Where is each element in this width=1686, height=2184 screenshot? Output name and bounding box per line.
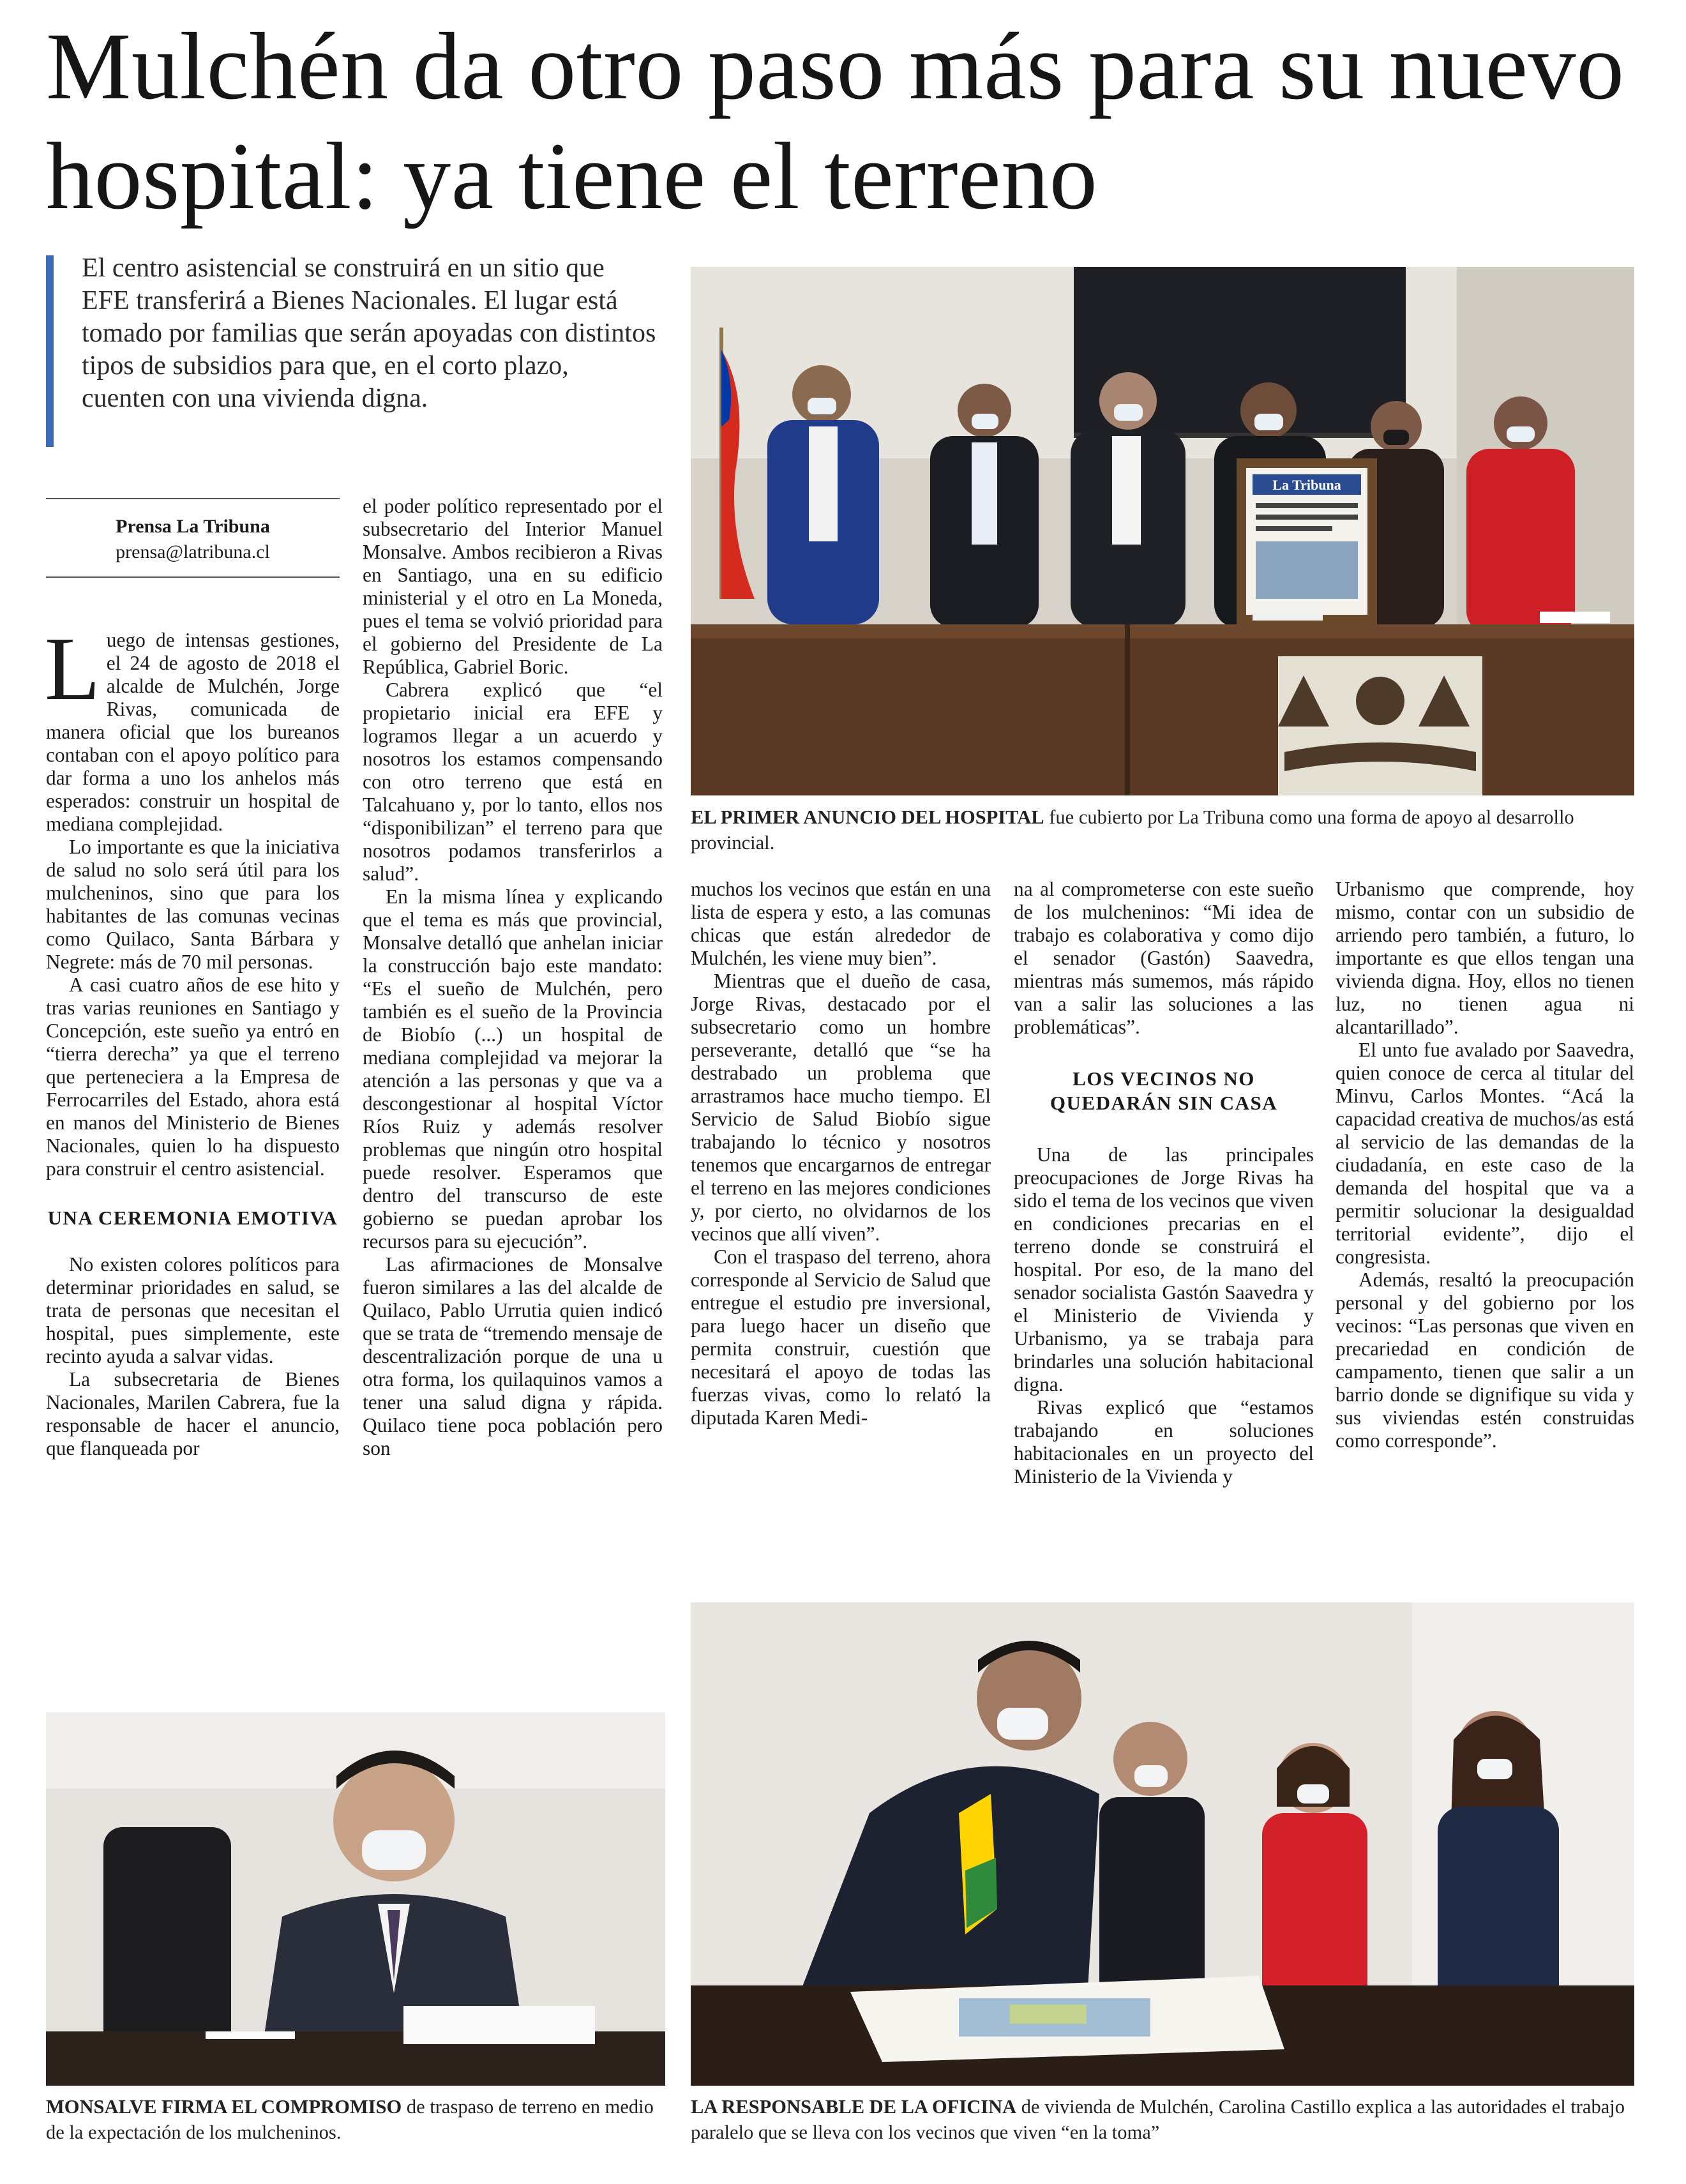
paragraph: Las afirmaciones de Monsalve fueron similares a las del alcalde de Quilaco, Pablo Urrutia quien indicó que se trata de “tremendo mensaje de descentralización porque de una u otra forma, los quilaquinos vamos a tener una salud digna y rápida. Quilaco tiene poca población pero son (363, 1253, 663, 1459)
paragraph: A casi cuatro años de ese hito y tras varias reuniones en Santiago y Concepción, este sueño ya entró en “tierra derecha” ya que el terreno que perteneciera a la Empresa de Ferrocarriles del Estado, ahora está en manos del Ministerio de Bienes Nacionales, quien lo ha dispuesto para construir el centro asistencial. (46, 974, 340, 1180)
caption-bottom-left-photo: MONSALVE FIRMA EL COMPROMISO de traspaso de terreno en medio de la expectación de los mulcheninos. (46, 2096, 654, 2143)
deck: El centro asistencial se construirá en un sitio que EFE transferirá a Bienes Nacionales. El lugar está tomado por familias que serán apoyadas con distintos tipos de subsidios para que, en el corto plazo, cuenten con una vivienda digna. (82, 253, 656, 413)
photo-signing-illustration (46, 1712, 665, 2086)
dropcap: L (45, 618, 100, 719)
photo-monsalve-signing (46, 1712, 665, 2086)
article-column-2 (363, 495, 663, 1460)
subhead-ceremonia: UNA CEREMONIA EMOTIVA (47, 1207, 338, 1229)
article-column-4 (1014, 878, 1314, 1488)
headline: Mulchén da otro paso más para su nuevo hospital: ya tiene el terreno (46, 13, 1625, 229)
article-column-3 (691, 878, 991, 1429)
paragraph: Lo importante es que la iniciativa de salud no solo será útil para los mulcheninos, sino que para los habitantes de las comunas vecinas como Quilaco, Santa Bárbara y Negrete: más de 70 mil personas. (46, 836, 340, 973)
paragraph: Rivas explicó que “estamos trabajando en soluciones habitacionales en un proyecto del Ministerio de la Vivienda y (1014, 1396, 1314, 1487)
paragraph: El unto fue avalado por Saavedra, quien conoce de cerca al titular del Minvu, Carlos Montes. “Acá la capacidad creativa de muchos/as está al servicio de las demandas de la ciudadanía, en este caso de la demanda del hospital que va a permitir solucionar la desigualdad territorial evidente”, dijo el congresista. (1336, 1039, 1634, 1268)
byline-bottom-rule (46, 576, 340, 578)
paragraph: Cabrera explicó que “el propietario inicial era EFE y logramos llegar a un acuerdo y nosotros los estamos compensando con otro terreno que está en Talcahuano y, por lo tanto, ellos nos “disponibilizan” el terreno para que nosotros podamos transferirlos a salud”. (363, 679, 663, 885)
paragraph: muchos los vecinos que están en una lista de espera y esto, a las comunas chicas que están alrededor de Mulchén, les viene muy bien”. (691, 878, 991, 969)
paragraph: Mientras que el dueño de casa, Jorge Rivas, destacado por el subsecretario como un hombre perseverante, detalló que “se ha destrabado un problema que arrastramos hace mucho tiempo. El Servicio de Salud Biobío sigue trabajando lo técnico y nosotros tenemos que encargarnos de entregar el terreno en las mejores condiciones y, por cierto, no olvidarnos de los vecinos que allí viven”. (691, 970, 991, 1245)
deck-accent-bar (46, 255, 54, 447)
subhead-vecinos: LOS VECINOS NO QUEDARÁN SIN CASA (1050, 1067, 1278, 1114)
paragraph: En la misma línea y explicando que el tema es más que provincial, Monsalve detalló que anhelan iniciar la construcción bajo este mandato: “Es el sueño de Mulchén, pero también es el sueño de la Provincia de Biobío (...) un hospital de mediana complejidad va mejorar la atención a las personas y que va a descongestionar al hospital Víctor Ríos Ruiz y además resolver problemas que ningún otro hospital puede resolver. Esperamos que dentro del transcurso de este gobierno se puedan aprobar los recursos para su ejecución”. (363, 885, 663, 1253)
byline-name: Prensa La Tribuna (116, 516, 270, 537)
paragraph: el poder político representado por el subsecretario del Interior Manuel Monsalve. Ambos recibieron a Rivas en Santiago, una en su edificio ministerial y el otro en La Moneda, pues el tema se volvió prioridad para el gobierno del Presidente de La República, Gabriel Boric. (363, 495, 663, 678)
paragraph: Además, resaltó la preocupación personal y del gobierno por los vecinos: “Las personas que viven en precariedad en condición de campamento, tienen que salir a un barrio donde se dignifique su vida y sus viviendas estén construidas como corresponde”. (1336, 1269, 1634, 1452)
article-column-5 (1336, 878, 1634, 1452)
paragraph: Una de las principales preocupaciones de Jorge Rivas ha sido el tema de los vecinos que viven en condiciones precarias en el terreno donde se construirá el hospital. Por eso, de la mano del senador socialista Gastón Saavedra y el Ministerio de Vivienda y Urbanismo, ya se trabaja para brindarles una solución habitacional digna. (1014, 1143, 1314, 1396)
framed-paper-masthead: La Tribuna (1272, 477, 1341, 493)
paragraph: Con el traspaso del terreno, ahora corresponde al Servicio de Salud que entregue el estudio pre inversional, para luego hacer un diseño que permita construir, cuestión que necesitará el apoyo de todas las fuerzas vivas, como lo relató la diputada Karen Medi- (691, 1246, 991, 1429)
paragraph: La subsecretaria de Bienes Nacionales, Marilen Cabrera, fue la responsable de hacer el anuncio, que flanqueada por (46, 1368, 340, 1459)
paragraph: No existen colores políticos para determinar prioridades en salud, se trata de personas que necesitan el hospital, pues simplemente, este recinto ayuda a salvar vidas. (46, 1253, 340, 1367)
byline-email[interactable]: prensa@latribuna.cl (116, 541, 270, 562)
byline-top-rule (46, 498, 340, 499)
paragraph: Urbanismo que comprende, hoy mismo, contar con un subsidio de arriendo pero también, a futuro, lo importante es que ellos tengan una vivienda digna. Hoy, ellos no tienen luz, no tienen agua ni alcantarillado”. (1336, 878, 1634, 1038)
photo-briefing-illustration (691, 1602, 1634, 2086)
article-column-1 (45, 618, 340, 1460)
paragraph: na al comprometerse con este sueño de los mulcheninos: “Mi idea de trabajo es colaborativa y como dijo el senador (Gastón) Saavedra, mientras más sumemos, más rápido van a salir las soluciones a las problemáticas”. (1014, 878, 1314, 1038)
photo-ceremony-illustration (691, 267, 1634, 795)
photo-map-briefing (691, 1602, 1634, 2086)
paragraph: Luego de intensas gestiones, el 24 de agosto de 2018 el alcalde de Mulchén, Jorge Rivas, comunicada de manera oficial que los bureanos contaban con el apoyo político para dar forma a uno los anhelos más esperados: construir un hospital de mediana complejidad. (45, 618, 340, 835)
photo-ceremony (691, 267, 1634, 795)
caption-bottom-right-photo: LA RESPONSABLE DE LA OFICINA de vivienda de Mulchén, Carolina Castillo explica a las autoridades el trabajo paralelo que se lleva con los vecinos que viven “en la toma” (691, 2096, 1625, 2143)
caption-top-photo: EL PRIMER ANUNCIO DEL HOSPITAL fue cubierto por La Tribuna como una forma de apoyo al desarrollo provincial. (691, 806, 1574, 854)
